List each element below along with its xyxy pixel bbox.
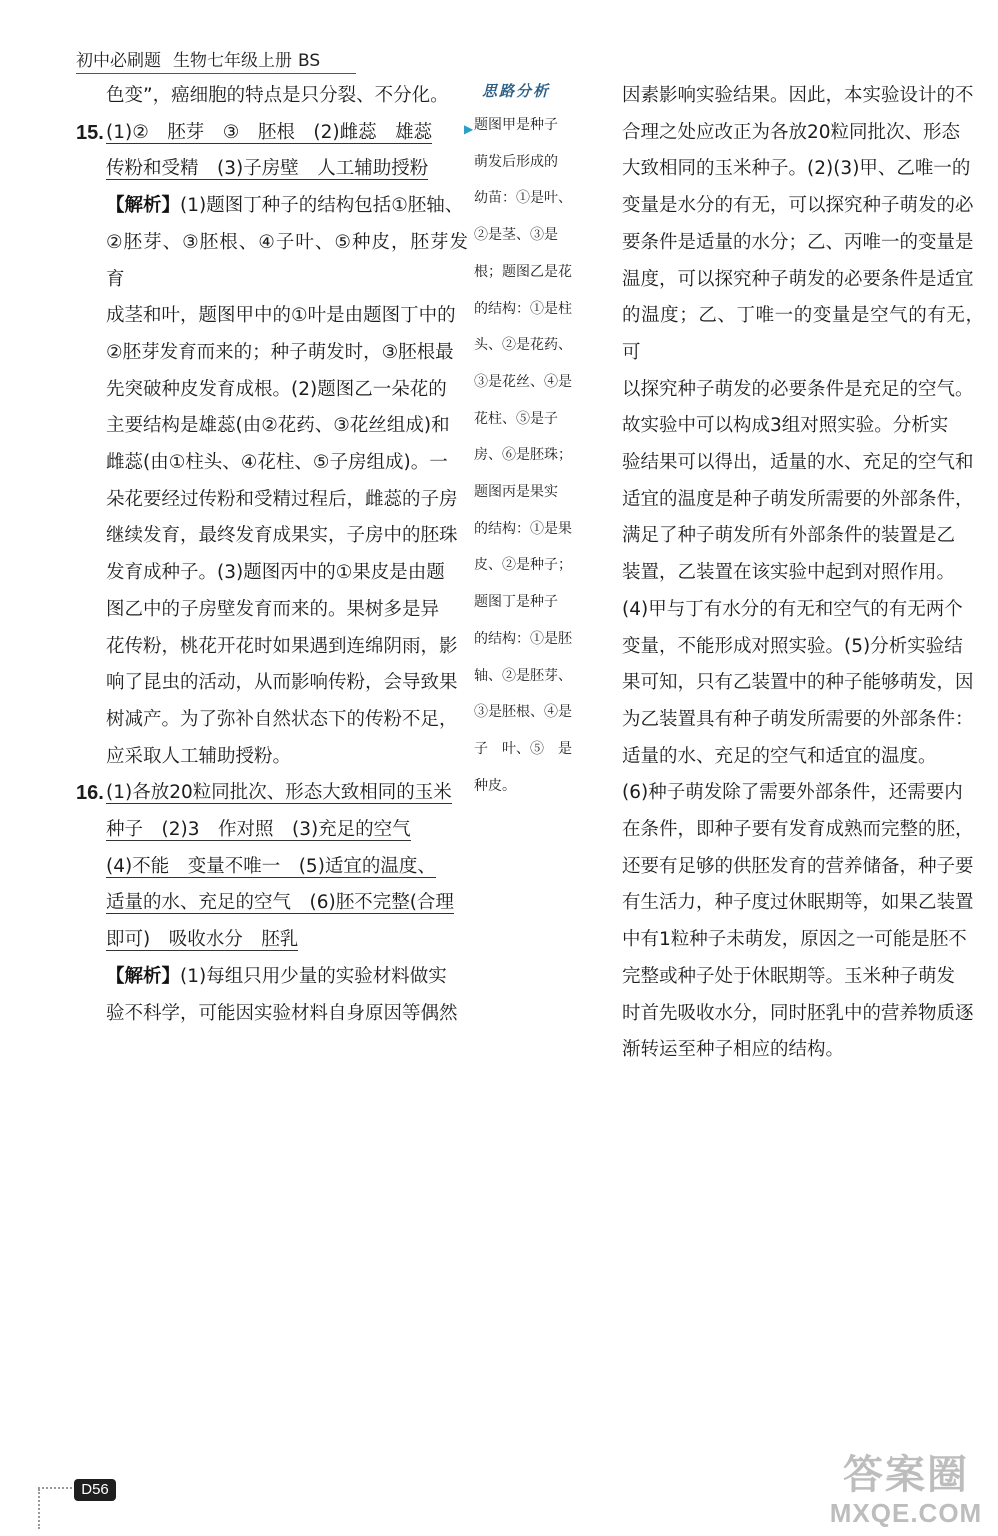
watermark-logo: 答案圈: [843, 1453, 969, 1497]
left-column: [76, 78, 468, 1032]
pointer-arrow-icon: ▶: [464, 122, 474, 136]
q16-analysis: 【解析】(1)每组只用少量的实验材料做实 验不科学，可能因实验材料自身原因等偶然: [106, 965, 458, 1024]
q16-answer-line: (1)各放20粒同批次、形态大致相同的玉米: [106, 782, 452, 804]
header-divider: [76, 73, 356, 74]
q15-answer-line: (1)② 胚芽 ③ 胚根 (2)雌蕊 雄蕊: [106, 121, 433, 143]
q15-number: 15.: [76, 121, 104, 144]
q15-answer-line: 传粉和受精 (3)子房壁 人工辅助授粉: [106, 158, 429, 180]
right-column: [622, 78, 984, 1069]
q16-number: 16.: [76, 782, 104, 805]
watermark: [818, 1452, 994, 1532]
q16-answer-line: 即可) 吸收水分 胚乳: [106, 929, 299, 951]
thinking-sidebar: [464, 80, 588, 804]
book-title: 生物七年级上册: [173, 51, 292, 71]
page-number: D56: [74, 1479, 116, 1501]
footer-dotted-rule: [38, 1487, 72, 1489]
analysis-tag: 【解析】: [106, 965, 181, 987]
question-15: [76, 115, 468, 776]
thinking-text: 题图甲是种子 萌发后形成的 幼苗：①是叶、 ②是茎、③是 根；题图乙是花 的结构：①是柱 头、②是花药、 ③是花丝、④是 花柱、⑤是子 房、⑥是胚珠； 题图丙是果实 的结构：①是果 皮、②是种子； 题图丁是种子 的结构：①是胚 轴、②是胚芽、 ③是胚根、④是 子 叶、⑤ 是 种皮。: [474, 117, 572, 794]
q16-answer-line: 适量的水、充足的空气 (6)胚不完整(合理: [106, 892, 454, 914]
q16-analysis-continued: 因素影响实验结果。因此，本实验设计的不 合理之处应改正为各放20粒同批次、形态 大致相同的玉米种子。(2)(3)甲、乙唯一的 变量是水分的有无，可以探究种子萌发的必 要条件是适量的水分；乙、丙唯一的变量是 温度，可以探究种子萌发的必要条件是适宜 的温度；乙、丁唯一的变量是空气的有无，可 以探究种子萌发的必要条件是充足的空气。 故实验中可以构成3组对照实验。分析实 验结果可以得出，适量的水、充足的空气和 适宜的温度是种子萌发所需要的外部条件， 满足了种子萌发所有外部条件的装置是乙 装置，乙装置在该实验中起到对照作用。 (4)甲与丁有水分的有无和空气的有无两个 变量，不能形成对照实验。(5)分析实验结 果可知，只有乙装置中的种子能够萌发，因 为乙装置具有种子萌发所需要的外部条件： 适量的水、充足的空气和适宜的温度。 (6)种子萌发除了需要外部条件，还需要内 在条件，即种子要有发育成熟而完整的胚， 还要有足够的供胚发育的营养储备，种子要 有生活力，种子度过休眠期等，如果乙装置 中有1粒种子未萌发，原因之一可能是胚不 完整或种子处于休眠期等。玉米种子萌发 时首先吸收水分，同时胚乳中的营养物质逐 渐转运至种子相应的结构。: [622, 85, 984, 1061]
q14-tail-line: 色变”，癌细胞的特点是只分裂、不分化。: [106, 85, 449, 106]
running-header: [76, 50, 356, 74]
question-16: [76, 775, 468, 1032]
footer-dotted-rule-vertical: [38, 1489, 40, 1529]
q16-answer-line: (4)不能 变量不唯一 (5)适宜的温度、: [106, 855, 436, 877]
edition-label: BS: [298, 51, 321, 71]
series-title: 初中必刷题: [76, 51, 161, 71]
analysis-tag: 【解析】: [106, 195, 181, 217]
q16-answer-line: 种子 (2)3 作对照 (3)充足的空气: [106, 819, 411, 841]
thinking-title: 思路分析: [482, 82, 551, 100]
watermark-url: MXQE.COM: [829, 1498, 983, 1528]
q15-analysis: 【解析】(1)题图丁种子的结构包括①胚轴、 ②胚芽、③胚根、④子叶、⑤种皮，胚芽发育 成茎和叶，题图甲中的①叶是由题图丁中的 ②胚芽发育而来的；种子萌发时，③胚根最 先突破种皮发育成根。(2)题图乙一朵花的 主要结构是雄蕊(由②花药、③花丝组成)和 雌蕊(由①柱头、④花柱、⑤子房组成)。一 朵花要经过传粉和受精过程后，雌蕊的子房 继续发育，最终发育成果实，子房中的胚珠 发育成种子。(3)题图丙中的①果皮是由题 图乙中的子房壁发育而来的。果树多是异 花传粉，桃花开花时如果遇到连绵阴雨，影 响了昆虫的活动，从而影响传粉，会导致果 树减产。为了弥补自然状态下的传粉不足， 应采取人工辅助授粉。: [106, 195, 468, 767]
